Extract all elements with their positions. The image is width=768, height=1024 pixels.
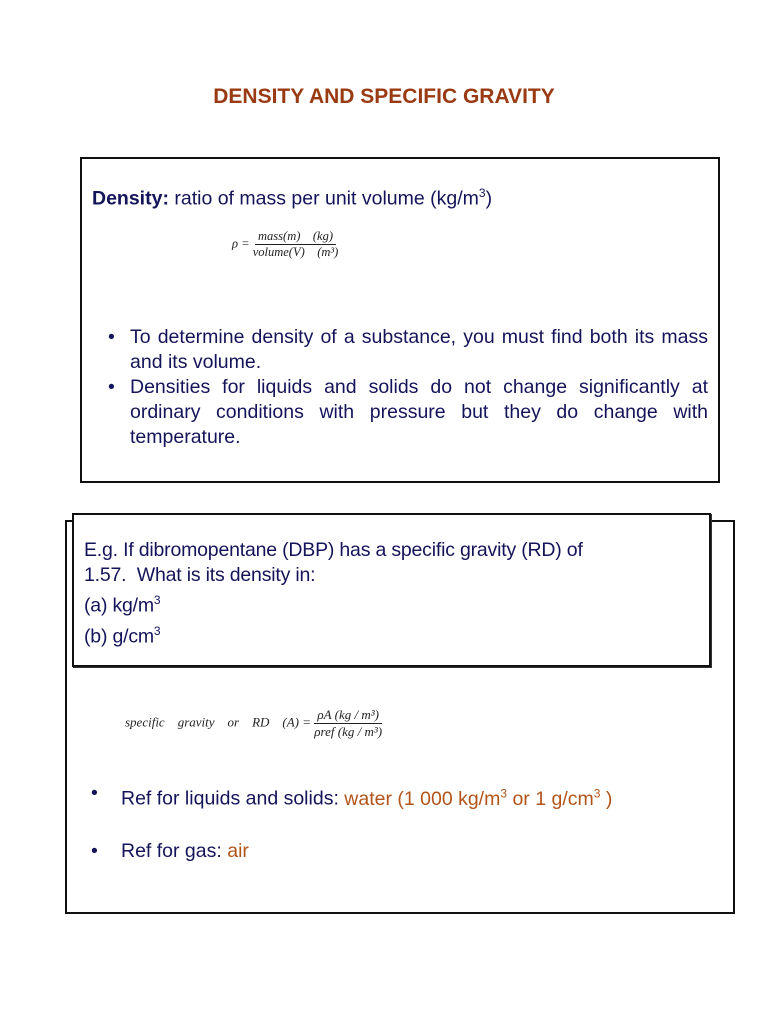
sup: 3 (153, 593, 161, 607)
part-a-text: (a) kg/m (84, 594, 154, 617)
example-part-b (84, 619, 583, 650)
ref-label: Ref for gas: (121, 839, 228, 862)
formula-denominator: volume(V) (m³) (252, 245, 339, 259)
part-b-text: (b) g/cm (84, 625, 154, 647)
ref-value-2: or 1 g/cm (507, 787, 594, 810)
example-line-1: E.g. If dibromopentane (DBP) has a specific gravity (RD) of (84, 539, 583, 561)
ref-label: Ref for liquids and solids: (121, 787, 345, 810)
list-item-ref-gas (65, 839, 725, 864)
list-item: • To determine density of a substance, you must find both its mass and its volume. (82, 325, 708, 375)
specific-gravity-formula (125, 707, 382, 740)
formula-lhs: specific gravity or RD (A) = (125, 714, 312, 730)
list-item: • Densities for liquids and solids do not change significantly at ordinary conditions with pressure but they do change with temperature. (82, 375, 708, 450)
definition-text: ratio of mass per unit volume (kg/m (168, 187, 479, 210)
formula-lhs: ρ = (232, 236, 250, 251)
density-box (80, 157, 720, 483)
ref-value (344, 788, 612, 810)
example-part-a (84, 588, 583, 619)
density-formula (232, 229, 338, 260)
sup: 3 (153, 623, 161, 638)
ref-value-1: water (1 000 kg/m (344, 787, 501, 810)
formula-numerator: ρA (kg / m³) (314, 707, 382, 724)
example-line-2: 1.57. What is its density in: (84, 564, 316, 586)
density-label: Density: (92, 187, 169, 210)
sup: 3 (478, 186, 486, 200)
sup: 3 (593, 786, 601, 800)
page-title: DENSITY AND SPECIFIC GRAVITY (213, 85, 555, 108)
ref-value: air (227, 839, 249, 862)
list-item-ref-liquids (65, 781, 725, 812)
sup: 3 (500, 786, 508, 800)
definition-end: ) (485, 187, 493, 210)
example-text (84, 538, 583, 649)
formula-denominator: ρref (kg / m³) (314, 724, 383, 739)
ref-value-end: ) (600, 787, 613, 810)
reference-bullets (65, 781, 725, 864)
density-definition (92, 181, 492, 212)
formula-numerator: mass(m) (kg) (255, 229, 336, 245)
density-bullets (82, 325, 708, 450)
example-box (72, 513, 711, 667)
